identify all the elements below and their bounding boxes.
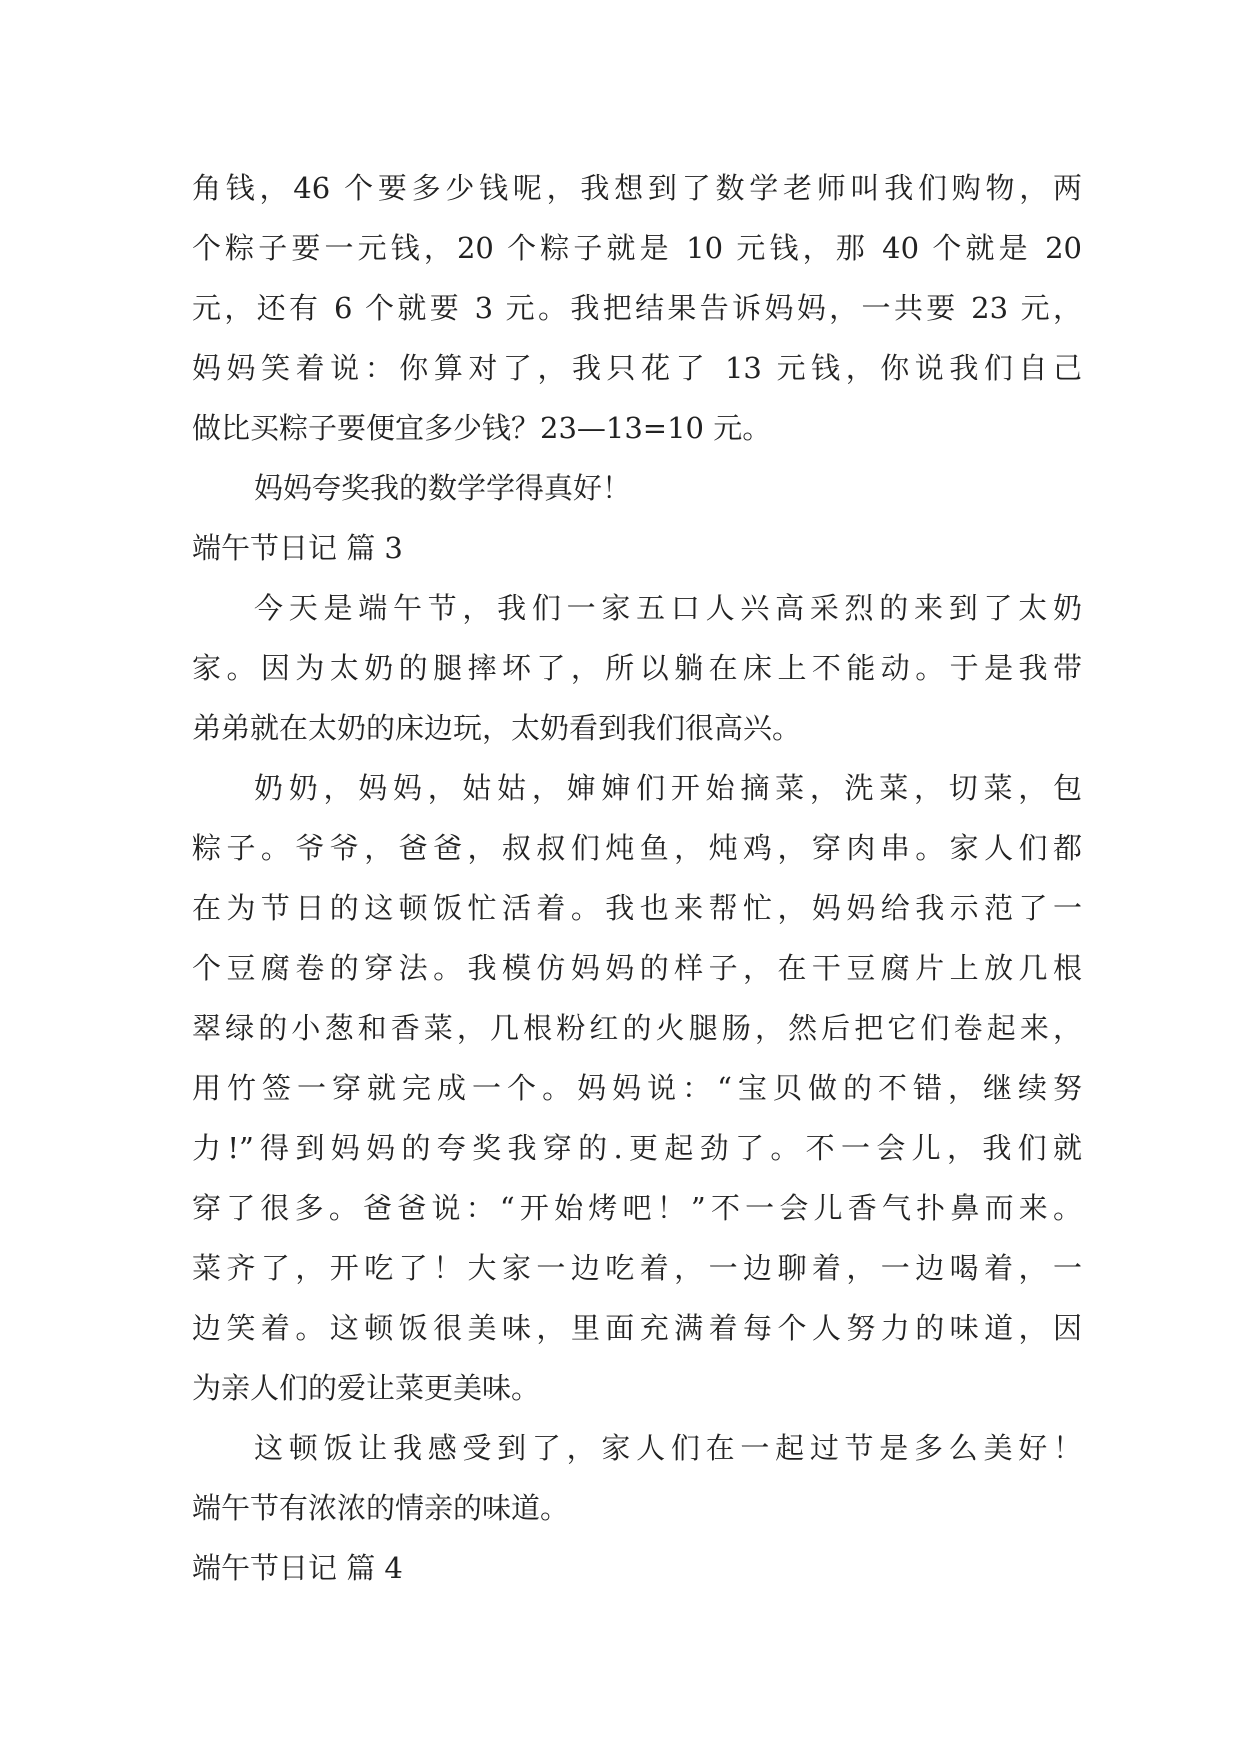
section-heading-4: 端午节日记 篇 4 <box>192 1551 403 1585</box>
document-page <box>192 158 1082 1598</box>
text-line: 力!”得到妈妈的夸奖我穿的.更起劲了。不一会儿，我们就 <box>192 1131 1082 1165</box>
text-line: 菜齐了，开吃了！大家一边吃着，一边聊着，一边喝着，一 <box>192 1251 1082 1285</box>
text-line: 为亲人们的爱让菜更美味。 <box>192 1371 541 1405</box>
text-line: 翠绿的小葱和香菜，几根粉红的火腿肠，然后把它们卷起来， <box>192 1011 1082 1045</box>
text-line: 粽子。爷爷，爸爸，叔叔们炖鱼，炖鸡，穿肉串。家人们都 <box>192 831 1082 865</box>
text-line: 做比买粽子要便宜多少钱？23—13=10 元。 <box>192 411 772 445</box>
section-heading-3: 端午节日记 篇 3 <box>192 531 403 565</box>
text-line: 今天是端午节，我们一家五口人兴高采烈的来到了太奶 <box>254 591 1082 625</box>
paragraph-1 <box>192 158 1082 458</box>
text-line: 穿了很多。爸爸说：“开始烤吧！”不一会儿香气扑鼻而来。 <box>192 1191 1082 1225</box>
text-line: 这顿饭让我感受到了，家人们在一起过节是多么美好！ <box>254 1431 1082 1465</box>
text-line: 弟弟就在太奶的床边玩，太奶看到我们很高兴。 <box>192 711 802 745</box>
paragraph-3 <box>192 578 1082 758</box>
paragraph-4 <box>192 758 1082 1418</box>
text-line: 奶奶，妈妈，姑姑，婶婶们开始摘菜，洗菜，切菜，包 <box>254 771 1082 805</box>
text-line: 妈妈笑着说：你算对了，我只花了 13 元钱，你说我们自己 <box>192 351 1082 385</box>
text-line: 家。因为太奶的腿摔坏了，所以躺在床上不能动。于是我带 <box>192 651 1082 685</box>
text-line: 角钱，46 个要多少钱呢，我想到了数学老师叫我们购物，两 <box>192 171 1082 205</box>
text-line: 个粽子要一元钱，20 个粽子就是 10 元钱，那 40 个就是 20 <box>192 231 1082 265</box>
paragraph-5 <box>192 1418 1082 1538</box>
text-line: 个豆腐卷的穿法。我模仿妈妈的样子，在干豆腐片上放几根 <box>192 951 1082 985</box>
paragraph-2 <box>192 458 1082 518</box>
text-line: 在为节日的这顿饭忙活着。我也来帮忙，妈妈给我示范了一 <box>192 891 1082 925</box>
text-line: 妈妈夸奖我的数学学得真好！ <box>254 471 632 505</box>
text-line: 元，还有 6 个就要 3 元。我把结果告诉妈妈，一共要 23 元， <box>192 291 1082 325</box>
text-line: 边笑着。这顿饭很美味，里面充满着每个人努力的味道，因 <box>192 1311 1082 1345</box>
text-line: 用竹签一穿就完成一个。妈妈说：“宝贝做的不错，继续努 <box>192 1071 1082 1105</box>
text-line: 端午节有浓浓的情亲的味道。 <box>192 1491 570 1525</box>
